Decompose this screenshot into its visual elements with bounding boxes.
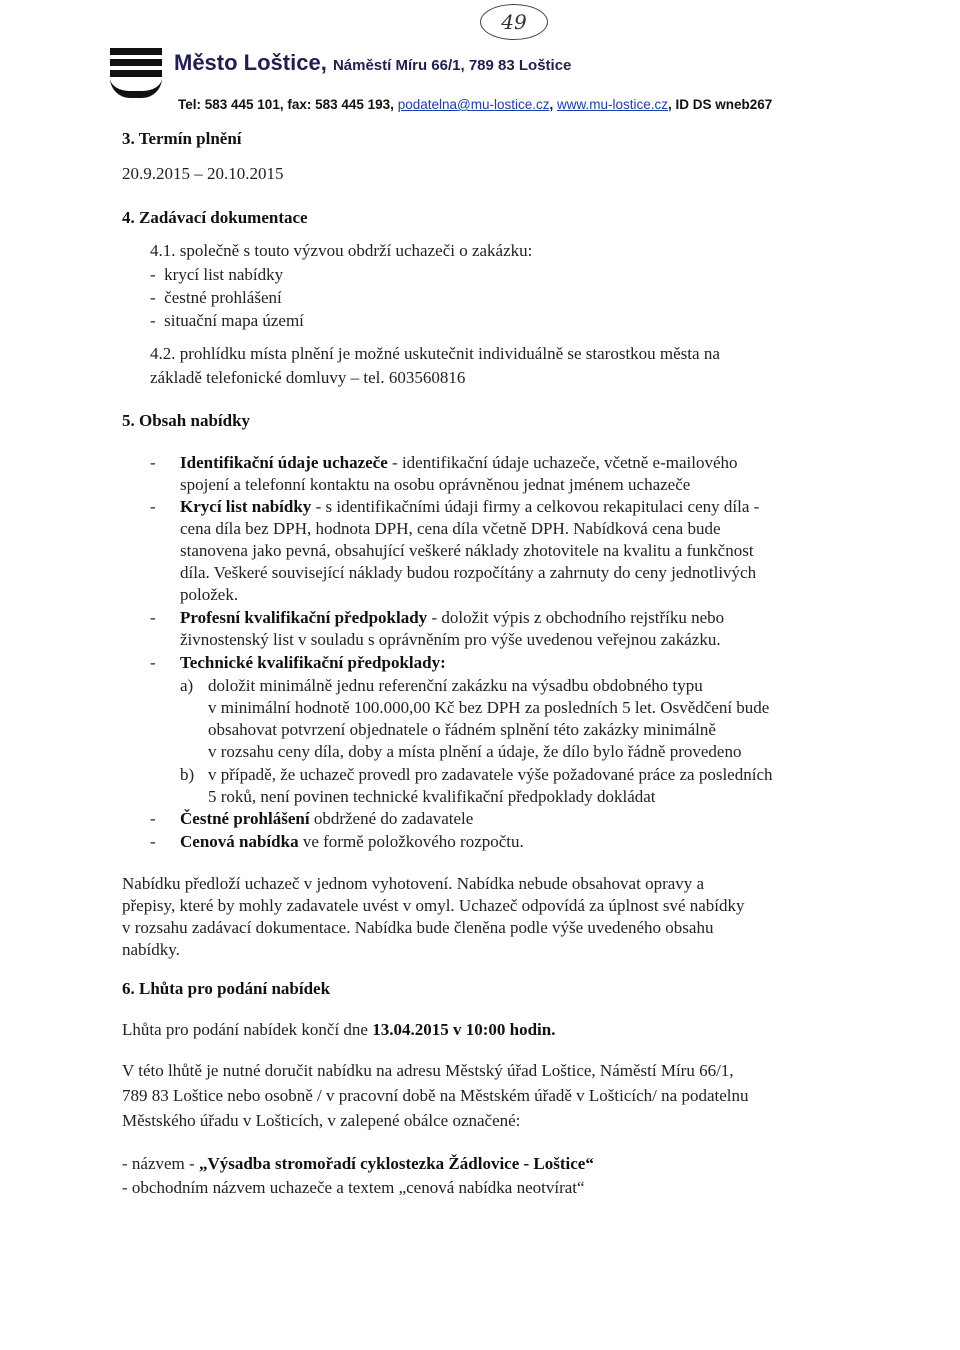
item-cover-sheet-l4: díla. Veškeré související náklady budou rozpočítány a zahrnuty do ceny jednotlivých <box>180 563 757 582</box>
section-4-2-line1: 4.2. prohlídku místa plnění je možné uskutečnit individuálně se starostkou města na <box>150 344 720 363</box>
section-6-heading: 6. Lhůta pro podání nabídek <box>122 979 331 998</box>
list-dash: - <box>150 653 156 672</box>
item-cover-sheet-l2: cena díla bez DPH, hodnota DPH, cena díla včetně DPH. Nabídková cena bude <box>180 519 721 538</box>
city-address: Náměstí Míru 66/1, 789 83 Loštice <box>332 57 572 74</box>
sub-item-a-l2: v minimální hodnotě 100.000,00 Kč bez DPH za posledních 5 let. Osvědčení bude <box>208 698 770 717</box>
item-cover-sheet-l3: stanovena jako pevná, obsahující veškeré náklady zhotovitele na kvalitu a funkčnost <box>180 541 754 560</box>
list-dash: - <box>150 832 156 851</box>
sub-item-b-label: b) <box>180 765 195 784</box>
offer-paragraph-l2: přepisy, které by mohly zadavatele uvést v omyl. Uchazeč odpovídá za úplnost své nabídky <box>122 896 745 915</box>
list-dash: - <box>150 608 156 627</box>
section-4-heading: 4. Zadávací dokumentace <box>122 208 308 227</box>
section-4-2-line2: základě telefonické domluvy – tel. 603560816 <box>150 368 466 387</box>
sub-item-a-label: a) <box>180 676 194 695</box>
address-l3: Městského úřadu v Lošticích, v zalepené obálce označené: <box>122 1111 521 1130</box>
item-professional-l2: živnostenský list v souladu s oprávněním pro výše uvedenou veřejnou zakázku. <box>180 630 721 649</box>
header-title <box>174 50 571 76</box>
item-technical: Technické kvalifikační předpoklady: <box>180 653 446 672</box>
item-identification-cont: spojení a telefonní kontaktu na osobu oprávněnou jednat jménem uchazeče <box>180 475 691 494</box>
sub-item-a-l4: v rozsahu ceny díla, doby a místa plnění a údaje, že dílo bylo řádně provedeno <box>208 742 742 761</box>
list-item: - situační mapa území <box>150 311 304 330</box>
data-box-id: , ID DS wneb267 <box>668 97 773 112</box>
header-contact: Tel: 583 445 101, fax: 583 445 193, podatelna@mu-lostice.cz, www.mu-lostice.cz, ID DS wneb267 <box>178 97 773 112</box>
offer-paragraph-l1: Nabídku předloží uchazeč v jednom vyhotovení. Nabídka nebude obsahovat opravy a <box>122 874 705 893</box>
sub-item-a-l3: obsahovat potvrzení objednatele o řádném splnění této zakázky minimálně <box>208 720 716 739</box>
offer-paragraph-l3: v rozsahu zadávací dokumentace. Nabídka bude členěna podle výše uvedeného obsahu <box>122 918 714 937</box>
performance-period: 20.9.2015 – 20.10.2015 <box>122 164 284 183</box>
city-logo <box>110 44 162 100</box>
item-price-offer: Cenová nabídka ve formě položkového rozpočtu. <box>180 832 524 851</box>
section-5-heading: 5. Obsah nabídky <box>122 411 251 430</box>
section-3-heading: 3. Termín plnění <box>122 129 242 148</box>
item-declaration: Čestné prohlášení obdržené do zadavatele <box>180 809 474 828</box>
sub-item-b-l1: v případě, že uchazeč provedl pro zadavatele výše požadované práce za posledních <box>208 765 773 784</box>
section-4-1: 4.1. společně s touto výzvou obdrží uchazeči o zakázku: <box>150 241 533 260</box>
item-identification: Identifikační údaje uchazeče - identifikační údaje uchazeče, včetně e-mailového <box>180 453 738 472</box>
list-dash: - <box>150 453 156 472</box>
email-link[interactable]: podatelna@mu-lostice.cz <box>397 97 550 112</box>
item-professional: Profesní kvalifikační předpoklady - doložit výpis z obchodního rejstříku nebo <box>180 608 725 627</box>
list-dash: - <box>150 497 156 516</box>
address-l2: 789 83 Loštice nebo osobně / v pracovní době na Městském úřadě v Lošticích/ na podatelnu <box>122 1086 749 1105</box>
list-dash: - <box>150 809 156 828</box>
envelope-text: - obchodním názvem uchazeče a textem „cenová nabídka neotvírat“ <box>122 1178 585 1197</box>
sub-item-b-l2: 5 roků, není povinen technické kvalifikační předpoklady dokládat <box>208 787 656 806</box>
handwritten-page-number: 49 <box>480 4 548 40</box>
address-l1: V této lhůtě je nutné doručit nabídku na adresu Městský úřad Loštice, Náměstí Míru 66/1, <box>122 1061 734 1080</box>
phone-fax: Tel: 583 445 101, fax: 583 445 193, <box>178 97 394 112</box>
list-item: - čestné prohlášení <box>150 288 282 307</box>
offer-paragraph-l4: nabídky. <box>122 940 180 959</box>
city-name: Město Loštice, <box>174 50 327 75</box>
item-cover-sheet-l5: položek. <box>180 585 239 604</box>
deadline: Lhůta pro podání nabídek končí dne 13.04.2015 v 10:00 hodin. <box>122 1020 556 1039</box>
envelope-name: - názvem - „Výsadba stromořadí cyklostezka Žádlovice - Loštice“ <box>122 1154 594 1173</box>
web-link[interactable]: www.mu-lostice.cz <box>556 97 669 112</box>
sub-item-a-l1: doložit minimálně jednu referenční zakázku na výsadbu obdobného typu <box>208 676 703 695</box>
item-cover-sheet: Krycí list nabídky - s identifikačními údaji firmy a celkovou rekapitulaci ceny díla - <box>180 497 760 516</box>
list-item: - krycí list nabídky <box>150 265 284 284</box>
